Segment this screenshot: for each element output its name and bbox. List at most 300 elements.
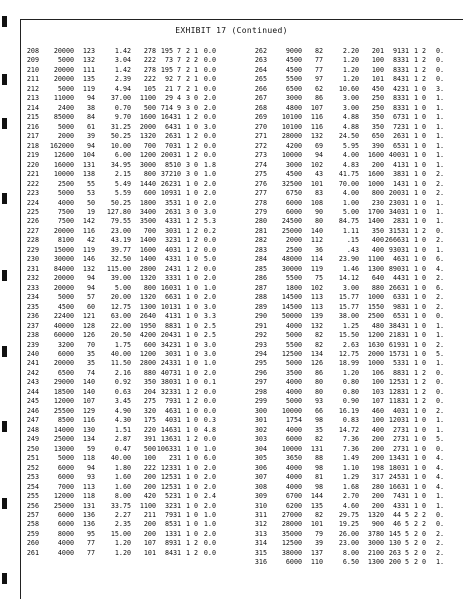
table-cell: 1 <box>185 444 190 453</box>
table-cell: 0 <box>193 425 198 434</box>
table-cell: 714 <box>160 103 173 112</box>
table-cell: 100 <box>143 454 156 463</box>
table-cell: 2 <box>421 368 426 377</box>
table-cell: 2000 <box>367 350 384 358</box>
table-cell: 14500 <box>281 302 302 311</box>
table-cell: 136 <box>160 435 173 444</box>
table-cell: 282 <box>254 236 267 245</box>
table-cell: 107 <box>82 397 95 406</box>
table-cell: 6000 <box>57 473 74 482</box>
table-cell: 1.51 <box>114 425 131 434</box>
table-cell: 372 <box>160 170 173 179</box>
table-cell: 14500 <box>281 293 302 302</box>
table-cell: 1 <box>413 501 418 510</box>
table-cell: 211 <box>143 510 156 519</box>
binder-holes <box>2 0 10 599</box>
table-cell: 20000 <box>53 226 74 235</box>
table-cell: 0 <box>193 189 198 198</box>
table-row <box>250 246 444 255</box>
table-cell: 2. <box>435 539 444 548</box>
table-cell: 500 <box>143 444 156 453</box>
table-cell: 1 <box>413 350 418 358</box>
table-cell: 1.0 <box>203 510 216 519</box>
table-cell: 29.75 <box>338 510 359 519</box>
table-row <box>250 464 444 473</box>
table-cell: 0 <box>421 293 426 302</box>
table-cell: 0. <box>435 65 444 74</box>
table-row <box>22 435 216 444</box>
table-cell: 88 <box>314 454 323 463</box>
table-cell: 1 <box>413 321 418 330</box>
table-cell: 1 <box>185 189 190 198</box>
table-cell: 1 <box>185 529 190 538</box>
table-cell: 44 <box>392 274 401 283</box>
table-cell: 7500 <box>57 207 74 216</box>
table-cell: 1 <box>413 331 418 340</box>
table-cell: 222 <box>143 56 156 65</box>
table-cell: 2 <box>421 397 426 406</box>
table-cell: 0 <box>193 492 198 501</box>
table-cell: 900 <box>371 520 384 529</box>
table-cell: 93 <box>314 397 323 406</box>
table-cell: 0 <box>193 520 198 529</box>
table-cell: 1 <box>413 293 418 302</box>
table-cell: 20000 <box>53 274 74 283</box>
table-cell: 31 <box>401 406 410 415</box>
table-cell: 7000 <box>57 482 74 491</box>
table-cell: 12600 <box>53 151 74 160</box>
table-cell: 2 <box>413 520 418 529</box>
table-cell: 276 <box>254 179 267 188</box>
table-cell: 119 <box>82 245 95 254</box>
table-cell: 103 <box>371 387 384 396</box>
table-cell: 1100 <box>139 501 156 510</box>
table-cell: 1.0 <box>203 170 216 179</box>
table-cell: 6000 <box>285 435 302 444</box>
table-cell: 31 <box>401 331 410 340</box>
table-cell: 12000 <box>53 492 74 501</box>
table-cell: 120 <box>388 416 401 425</box>
table-cell: 129 <box>82 406 95 415</box>
table-cell: 1.42 <box>114 65 131 74</box>
table-cell: 251 <box>26 454 39 463</box>
table-cell: 4. <box>435 482 444 491</box>
table-cell: 4000 <box>285 378 302 387</box>
table-cell: 1800 <box>139 198 156 207</box>
table-cell: 2. <box>435 179 444 188</box>
table-cell: 31 <box>173 226 182 235</box>
table-cell: 1400 <box>139 236 156 245</box>
table-cell: 1 <box>413 207 418 216</box>
table-row <box>22 189 216 198</box>
table-cell: 31 <box>401 47 410 55</box>
table-cell: 10.00 <box>110 141 131 150</box>
table-cell: 20000 <box>53 65 74 74</box>
table-row <box>250 378 444 387</box>
table-row <box>250 189 444 198</box>
table-cell: 90 <box>314 207 323 216</box>
table-cell: 0 <box>421 236 426 245</box>
table-cell: 98 <box>314 463 323 472</box>
table-cell: 132 <box>310 132 323 141</box>
table-cell: 0 <box>421 473 426 482</box>
table-cell: 2 <box>185 84 190 93</box>
table-row <box>250 161 444 170</box>
table-cell: 31 <box>173 473 182 482</box>
table-cell: 11.50 <box>110 359 131 368</box>
table-cell: 0 <box>421 425 426 434</box>
table-cell: 278 <box>254 198 267 207</box>
table-cell: 229 <box>26 245 39 254</box>
table-cell: 31 <box>401 189 410 198</box>
table-cell: 35000 <box>281 529 302 538</box>
table-cell: 31 <box>173 293 182 302</box>
table-cell: 2.0 <box>203 179 216 188</box>
table-cell: 37.00 <box>110 94 131 103</box>
table-cell: 0. <box>435 75 444 84</box>
table-cell: 2 <box>193 141 198 150</box>
table-cell: 82 <box>314 340 323 349</box>
table-cell: 116 <box>82 416 95 425</box>
table-cell: 242 <box>26 368 39 377</box>
table-cell: 0 <box>193 368 198 377</box>
table-cell: 0 <box>421 264 426 273</box>
table-cell: 200 <box>388 189 401 198</box>
table-cell: 64 <box>164 122 173 131</box>
table-cell: 86 <box>314 368 323 377</box>
table-cell: 31 <box>173 312 182 321</box>
table-cell: 33.75 <box>110 501 131 510</box>
table-cell: 46 <box>392 255 401 264</box>
table-cell: 0 <box>421 122 426 131</box>
page-title: EXHIBIT 17 (Continued) <box>175 26 288 35</box>
table-cell: 227 <box>26 226 39 235</box>
table-cell: 1950 <box>139 321 156 330</box>
table-cell: 284 <box>254 255 267 264</box>
table-cell: 39 <box>314 539 323 548</box>
table-cell: 222 <box>26 179 39 188</box>
table-cell: 0 <box>421 283 426 292</box>
table-cell: 260 <box>26 539 39 548</box>
table-cell: 2 <box>193 236 198 245</box>
table-cell: 5.0 <box>203 255 216 264</box>
binder-hole <box>2 74 7 85</box>
table-cell: 0.0 <box>203 113 216 122</box>
table-cell: 4500 <box>285 56 302 65</box>
table-cell: 105 <box>143 84 156 93</box>
table-cell: 1800 <box>285 283 302 292</box>
table-cell: 312 <box>254 520 267 529</box>
table-cell: 27 <box>392 435 401 444</box>
table-cell: 1.42 <box>114 47 131 55</box>
table-cell: 2.20 <box>342 47 359 55</box>
table-cell: 0. <box>435 520 444 529</box>
table-cell: 26 <box>392 132 401 141</box>
table-cell: 116 <box>82 226 95 235</box>
table-cell: 2.0 <box>203 529 216 538</box>
table-cell: 314 <box>254 539 267 548</box>
table-cell: 43 <box>164 217 173 226</box>
table-cell: 3780 <box>367 529 384 538</box>
table-cell: 31 <box>401 302 410 311</box>
table-cell: 31 <box>401 435 410 444</box>
table-cell: 0 <box>193 207 198 216</box>
table-cell: 1. <box>435 103 444 112</box>
table-cell: 2. <box>435 274 444 283</box>
table-cell: 1. <box>435 217 444 226</box>
table-cell: 12.75 <box>110 302 131 311</box>
table-cell: 38000 <box>281 548 302 557</box>
table-cell: 2. <box>435 529 444 538</box>
table-cell: 298 <box>254 387 267 396</box>
table-cell: 32 <box>164 501 173 510</box>
table-cell: 74 <box>86 368 95 377</box>
table-cell: 218 <box>388 331 401 340</box>
table-cell: 25000 <box>281 226 302 235</box>
table-cell: 57 <box>86 293 95 302</box>
table-cell: 100 <box>371 56 384 65</box>
table-cell: 1000 <box>367 293 384 302</box>
table-cell: 0.0 <box>203 56 216 65</box>
table-row <box>22 255 216 264</box>
table-cell: 1320 <box>139 293 156 302</box>
table-row <box>250 397 444 406</box>
table-cell: 28 <box>392 217 401 226</box>
table-cell: 1 <box>185 113 190 122</box>
table-cell: 140 <box>310 226 323 235</box>
binder-hole <box>2 498 7 509</box>
table-cell: 118 <box>82 492 95 501</box>
table-cell: 391 <box>143 435 156 444</box>
table-cell: 1 <box>413 444 418 453</box>
table-cell: 83 <box>392 103 401 112</box>
table-cell: 31 <box>173 207 182 216</box>
table-cell: 0.0 <box>203 245 216 254</box>
table-row <box>250 492 444 501</box>
table-cell: 880 <box>143 368 156 377</box>
table-cell: 52 <box>164 492 173 501</box>
table-cell: 4000 <box>285 425 302 434</box>
table-cell: 12.75 <box>338 350 359 358</box>
table-cell: 10100 <box>281 113 302 122</box>
table-cell: 1.25 <box>342 321 359 330</box>
table-cell: 263 <box>254 56 267 65</box>
table-cell: 2.63 <box>342 340 359 349</box>
table-cell: 1. <box>435 501 444 510</box>
table-cell: 0 <box>421 255 426 264</box>
table-cell: 0.80 <box>342 378 359 387</box>
table-cell: 287 <box>254 283 267 292</box>
table-cell: 31 <box>173 454 182 463</box>
table-row <box>22 75 216 84</box>
table-cell: 0. <box>435 56 444 65</box>
table-cell: 0 <box>421 94 426 103</box>
table-cell: 0 <box>421 454 426 463</box>
table-cell: 2 <box>193 245 198 254</box>
table-cell: 162000 <box>49 141 74 150</box>
table-cell: 139 <box>310 312 323 321</box>
table-cell: 31 <box>401 501 410 510</box>
table-cell: 1.0 <box>203 444 216 453</box>
left-data-table <box>22 47 216 558</box>
table-cell: 1200 <box>139 151 156 160</box>
table-cell: 126 <box>82 331 95 340</box>
table-cell: 250 <box>371 103 384 112</box>
table-cell: 0 <box>421 482 426 491</box>
table-cell: 1 <box>185 331 190 340</box>
table-cell: 9 <box>176 103 181 112</box>
table-cell: 0 <box>193 529 198 538</box>
table-cell: 74 <box>392 492 401 501</box>
table-cell: 2.5 <box>203 331 216 340</box>
table-cell: 2 <box>185 75 190 84</box>
table-cell: 307 <box>254 473 267 482</box>
table-cell: 1 <box>413 122 418 131</box>
table-cell: 4200 <box>285 141 302 150</box>
table-cell: 12000 <box>53 397 74 406</box>
table-row <box>22 407 216 416</box>
table-cell: 0 <box>193 454 198 463</box>
table-cell: 1.20 <box>342 56 359 65</box>
table-cell: 40 <box>392 406 401 415</box>
table-cell: 1 <box>185 151 190 160</box>
table-cell: 31 <box>401 179 410 188</box>
table-cell: 50 <box>86 198 95 207</box>
table-cell: 40.00 <box>110 454 131 463</box>
table-cell: 2 <box>421 510 426 519</box>
table-cell: 3.0 <box>203 340 216 349</box>
table-cell: 31 <box>401 397 410 406</box>
table-cell: 1 <box>413 435 418 444</box>
table-cell: 18.99 <box>338 359 359 368</box>
table-cell: 31 <box>173 482 182 491</box>
table-cell: 3000 <box>285 160 302 169</box>
table-cell: 15.50 <box>338 331 359 340</box>
table-cell: 200 <box>143 529 156 538</box>
table-cell: 0 <box>421 245 426 254</box>
table-cell: 400 <box>371 245 384 254</box>
table-cell: 0.0 <box>203 84 216 93</box>
table-cell: 0.0 <box>203 387 216 396</box>
table-cell: 400 <box>371 425 384 434</box>
table-cell: 20000 <box>53 47 74 55</box>
table-cell: 134 <box>82 435 95 444</box>
table-cell: 1 <box>185 340 190 349</box>
table-cell: 160 <box>160 283 173 292</box>
table-cell: 0.83 <box>342 416 359 425</box>
table-cell: 82 <box>314 510 323 519</box>
table-cell: 230 <box>371 198 384 207</box>
table-cell: 238 <box>26 331 39 340</box>
table-cell: 1000 <box>367 359 384 368</box>
table-cell: 80 <box>314 217 323 226</box>
table-cell: 281 <box>254 226 267 235</box>
table-cell: 10000 <box>281 406 302 415</box>
table-cell: 31 <box>401 94 410 103</box>
table-cell: 317 <box>371 473 384 482</box>
table-cell: 288 <box>254 293 267 302</box>
table-cell: 4200 <box>139 331 156 340</box>
table-cell: 85 <box>164 520 173 529</box>
table-cell: 82 <box>314 435 323 444</box>
table-cell: 262 <box>254 47 267 55</box>
table-cell: 195 <box>160 47 173 55</box>
table-cell: 31 <box>401 416 410 425</box>
table-cell: 2 <box>168 454 173 463</box>
table-cell: 0.0 <box>203 264 216 273</box>
table-cell: 220 <box>26 160 39 169</box>
table-cell: 101 <box>310 179 323 188</box>
table-cell: 123 <box>82 47 95 55</box>
table-cell: 1 <box>193 75 198 84</box>
table-cell: 128 <box>388 387 401 396</box>
table-cell: 14.72 <box>338 425 359 434</box>
table-cell: 0 <box>421 492 426 501</box>
table-cell: 253 <box>26 473 39 482</box>
table-cell: 315 <box>254 548 267 557</box>
table-cell: 35 <box>314 425 323 434</box>
table-cell: 1 <box>413 302 418 311</box>
table-cell: 3000 <box>367 539 384 548</box>
table-cell: 1 <box>413 84 418 93</box>
table-cell: 271 <box>254 132 267 141</box>
table-cell: 1. <box>435 160 444 169</box>
table-cell: 104 <box>82 151 95 160</box>
table-cell: 0 <box>421 113 426 122</box>
table-cell: 0.47 <box>114 444 131 453</box>
table-cell: 1 <box>413 482 418 491</box>
table-cell: 292 <box>254 331 267 340</box>
table-cell: 14000 <box>53 425 74 434</box>
table-cell: 1 <box>185 454 190 463</box>
table-cell: 94 <box>86 94 95 103</box>
table-cell: 311 <box>254 510 267 519</box>
table-cell: 2 <box>185 47 190 55</box>
table-cell: 101 <box>310 520 323 529</box>
table-row <box>250 85 444 94</box>
table-cell: 1 <box>413 387 418 396</box>
table-row <box>250 303 444 312</box>
table-cell: 107 <box>143 539 156 548</box>
table-cell: 0 <box>193 103 198 112</box>
table-cell: 0 <box>193 378 198 387</box>
table-cell: 91 <box>392 47 401 55</box>
table-cell: 31 <box>173 387 182 396</box>
table-row <box>250 123 444 132</box>
table-cell: 2500 <box>285 245 302 254</box>
table-cell: 2 <box>193 113 198 122</box>
table-cell: 113 <box>310 302 323 311</box>
table-cell: 9.70 <box>114 113 131 122</box>
table-cell: 31 <box>173 113 182 122</box>
table-cell: 201 <box>371 47 384 55</box>
table-cell: 320 <box>143 406 156 415</box>
table-row <box>22 66 216 75</box>
table-cell: 100 <box>371 378 384 387</box>
table-cell: 31 <box>401 350 410 358</box>
table-cell: 1.20 <box>114 548 131 557</box>
table-cell: 6500 <box>285 84 302 93</box>
table-cell: 4.30 <box>114 416 131 425</box>
table-cell: 25500 <box>53 406 74 415</box>
table-cell: 10000 <box>281 444 302 453</box>
table-cell: 286 <box>254 274 267 283</box>
table-cell: 262 <box>160 179 173 188</box>
table-row <box>250 151 444 160</box>
table-cell: 3 <box>185 207 190 216</box>
table-cell: 134 <box>310 350 323 358</box>
table-cell: 15.77 <box>338 293 359 302</box>
